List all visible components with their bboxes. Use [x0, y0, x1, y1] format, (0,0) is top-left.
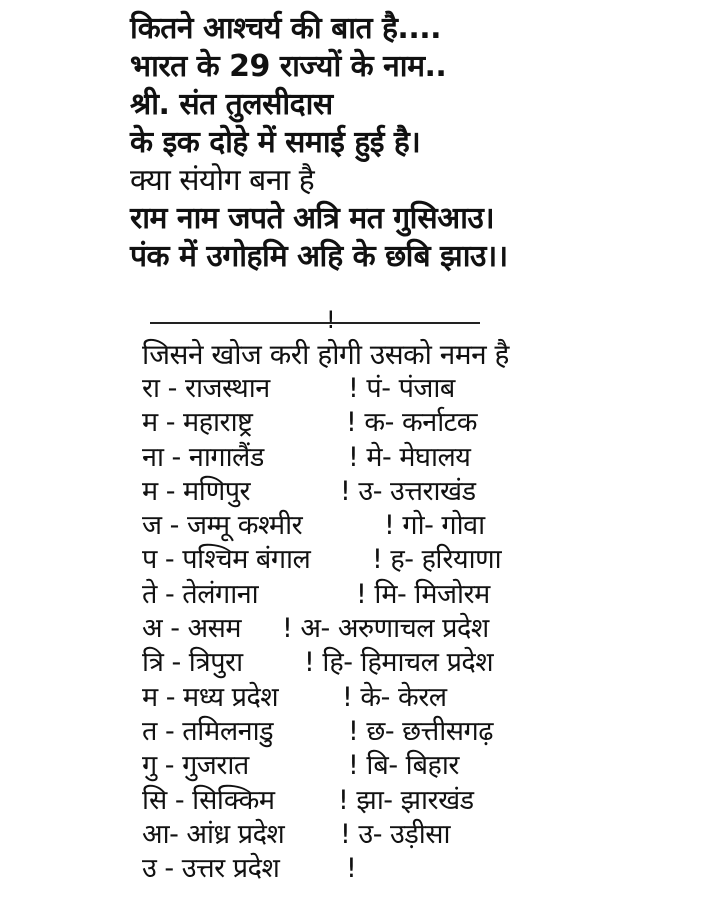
list-item: [142, 749, 682, 783]
state-right: ! पं- पंजाब: [348, 373, 455, 404]
heading-line: भारत के 29 राज्यों के नाम..: [130, 49, 447, 84]
state-left: त - तमिलनाडु: [142, 715, 274, 747]
divider: [150, 308, 480, 342]
heading-line: कितने आश्चर्य की बात है....: [130, 11, 442, 46]
state-right: ! क- कर्नाटक: [346, 407, 478, 439]
heading-line: श्री. संत तुलसीदास: [130, 87, 333, 122]
state-list: [142, 372, 682, 886]
state-left: उ - उत्तर प्रदेश: [142, 853, 280, 885]
divider-rule: [150, 322, 480, 324]
state-right: ! ह- हरियाणा: [372, 544, 502, 576]
heading-line: के इक दोहे में समाई हुई है।: [130, 125, 421, 160]
list-item: [142, 578, 682, 612]
state-left: म - महाराष्ट्र: [142, 407, 253, 439]
list-item: [142, 715, 682, 749]
state-right: ! मि- मिजोरम: [356, 578, 490, 610]
list-item: [142, 818, 682, 852]
state-right: ! अ- अरुणाचल प्रदेश: [282, 613, 489, 645]
state-left: म - मणिपुर: [142, 475, 251, 507]
state-right: ! हि- हिमाचल प्रदेश: [304, 647, 494, 679]
state-left: ना - नागालैंड: [142, 441, 264, 473]
state-left: रा - राजस्थान: [142, 373, 270, 404]
intro-text: जिसने खोज करी होगी उसको नमन है: [142, 338, 509, 371]
list-item: [142, 441, 682, 475]
list-item: [142, 612, 682, 646]
state-left: त्रि - त्रिपुरा: [142, 647, 243, 679]
state-right: ! उ- उड़ीसा: [340, 818, 451, 850]
state-left: गु - गुजरात: [142, 750, 249, 782]
state-left: म - मध्य प्रदेश: [142, 681, 279, 713]
state-right: ! बि- बिहार: [348, 750, 459, 782]
list-item: [142, 646, 682, 680]
state-right: ! उ- उत्तराखंड: [340, 475, 476, 507]
state-left: आ- आंध्र प्रदेश: [142, 818, 285, 850]
list-item: [142, 372, 682, 406]
heading-block: [130, 10, 690, 276]
list-item: [142, 406, 682, 440]
state-left: प - पश्चिम बंगाल: [142, 544, 311, 576]
state-right: ! मे- मेघालय: [348, 441, 471, 473]
divider-mark: !: [326, 306, 336, 334]
state-left: ज - जम्मू कश्मीर: [142, 510, 303, 542]
state-right: ! छ- छत्तीसगढ़: [348, 715, 493, 747]
state-right: ! गो- गोवा: [384, 510, 485, 542]
heading-line: क्या संयोग बना है: [130, 163, 315, 198]
list-item: [142, 543, 682, 577]
state-right: !: [346, 853, 357, 885]
state-right: ! के- केरल: [342, 681, 447, 713]
list-item: [142, 852, 682, 886]
state-left: सि - सिक्किम: [142, 784, 275, 816]
list-item: [142, 509, 682, 543]
state-left: अ - असम: [142, 613, 242, 645]
state-left: ते - तेलंगाना: [142, 578, 259, 610]
heading-line: पंक में उगोहमि अहि के छबि झाउ।।: [130, 239, 508, 274]
heading-line: राम नाम जपते अत्रि मत गुसिआउ।: [130, 201, 495, 236]
list-item: [142, 784, 682, 818]
state-right: ! झा- झारखंड: [338, 784, 474, 816]
list-item: [142, 475, 682, 509]
list-item: [142, 681, 682, 715]
